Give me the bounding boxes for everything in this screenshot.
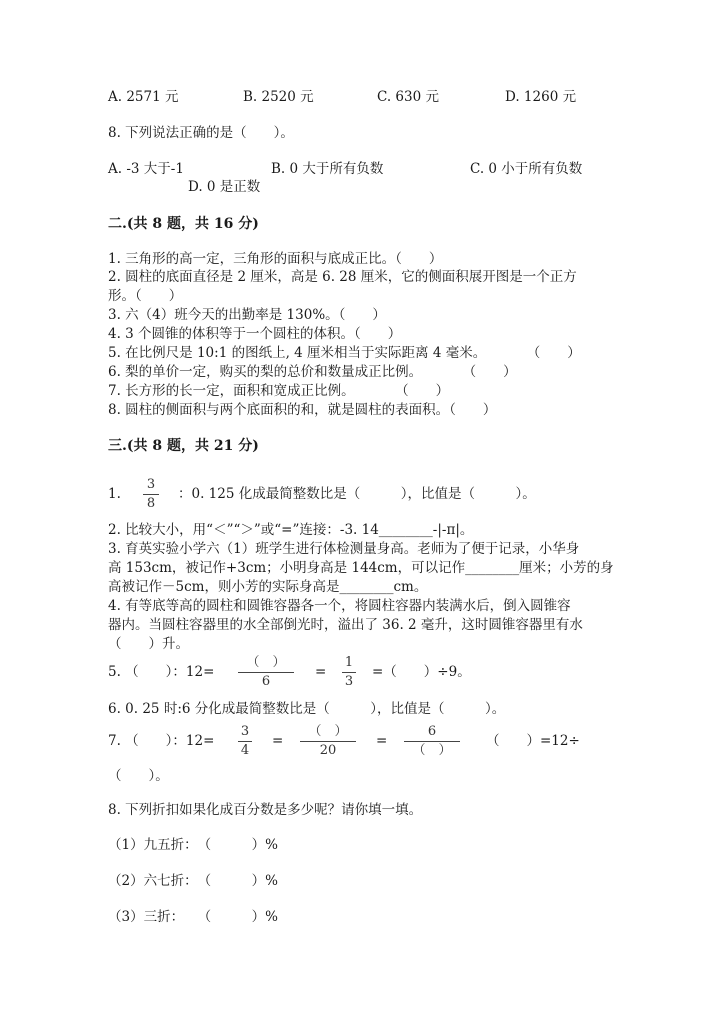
question-stem: 8. 下列说法正确的是（ ）。 [108, 125, 294, 141]
list-item: 3. 六（4）班今天的出勤率是 130%。（ ） [108, 307, 386, 323]
fraction-numerator: （ ） [308, 724, 348, 739]
question-text: 7. （ ）：12= [108, 733, 215, 749]
fraction-bar [300, 741, 356, 742]
question-text: 6. 0. 25 时:6 分化成最简整数比是（ ），比值是（ ）。 [108, 701, 506, 717]
list-item: （3）三折： （ ）% [108, 909, 278, 925]
option-d: D. 0 是正数 [188, 179, 261, 195]
question-number: 1. [108, 486, 121, 502]
list-item: （2）六七折： （ ）% [108, 873, 278, 889]
question-text: （ ）。 [108, 768, 169, 784]
equals-sign: = [376, 733, 388, 749]
list-item: 7. 长方形的长一定，面积和宽成正比例。 （ ） [108, 383, 450, 399]
fraction [404, 724, 460, 759]
question-text: （ ）升。 [108, 636, 189, 652]
section-heading: 三.(共 8 题，共 21 分) [108, 438, 259, 454]
fraction [342, 655, 356, 690]
list-item: 5. 在比例尺是 10:1 的图纸上, 4 厘米相当于实际距离 4 毫米。 （ ） [108, 345, 581, 361]
question-text: ：0. 125 化成最简整数比是（ ），比值是（ ）。 [178, 486, 536, 502]
question-text: （ ）=12÷ [486, 733, 580, 749]
fraction-numerator: 3 [240, 724, 250, 739]
question-text: 2. 比较大小，用“＜”“＞”或“=”连接：-3. 14________-|-π|。 [108, 522, 474, 538]
equals-sign: = [315, 664, 327, 680]
list-item: 2. 圆柱的底面直径是 2 厘米，高是 6. 28 厘米，它的侧面积展开图是一个正方 [108, 269, 577, 285]
fraction [300, 724, 356, 759]
question-text: 高 153cm，被记作+3cm；小明身高是 144cm，可以记作________厘米；小芳的身 [108, 560, 614, 576]
fraction [238, 655, 294, 690]
option-c: C. 630 元 [377, 89, 439, 105]
option-b: B. 2520 元 [243, 89, 314, 105]
fraction-denominator: 3 [344, 674, 354, 689]
list-item: 4. 3 个圆锥的体积等于一个圆柱的体积。（ ） [108, 326, 402, 342]
question-text: 3. 育英实验小学六（1）班学生进行体检测量身高。老师为了便于记录，小华身 [108, 541, 580, 557]
option-b: B. 0 大于所有负数 [271, 161, 384, 177]
list-item: 1. 三角形的高一定，三角形的面积与底成正比。（ ） [108, 251, 443, 267]
list-item: 8. 圆柱的侧面积与两个底面积的和，就是圆柱的表面积。（ ） [108, 402, 497, 418]
list-item: 形。（ ） [108, 288, 183, 304]
fraction-denominator: 20 [319, 743, 337, 758]
section-heading: 二.(共 8 题，共 16 分) [108, 216, 259, 232]
fraction [143, 477, 159, 512]
fraction-bar [143, 494, 159, 495]
fraction [238, 724, 252, 759]
fraction-bar [342, 672, 356, 673]
fraction-numerator: （ ） [246, 655, 286, 670]
equals-sign: = [272, 733, 284, 749]
question-text: 高被记作－5cm，则小芳的实际身高是________cm。 [108, 579, 428, 595]
option-c: C. 0 小于所有负数 [470, 161, 583, 177]
fraction-numerator: 6 [427, 724, 437, 739]
question-text: 5. （ ）：12= [108, 664, 215, 680]
option-a: A. 2571 元 [108, 89, 179, 105]
fraction-denominator: 8 [146, 496, 156, 511]
fraction-bar [238, 741, 252, 742]
question-stem: 8. 下列折扣如果化成百分数是多少呢？请你填一填。 [108, 802, 423, 818]
fraction-denominator: 6 [261, 674, 271, 689]
fraction-bar [404, 741, 460, 742]
question-text: =（ ）÷9。 [372, 664, 471, 680]
option-a: A. -3 大于-1 [108, 161, 184, 177]
fraction-numerator: 3 [146, 477, 156, 492]
option-d: D. 1260 元 [505, 89, 577, 105]
fraction-bar [238, 672, 294, 673]
fraction-denominator: 4 [240, 743, 250, 758]
fraction-numerator: 1 [344, 655, 354, 670]
question-text: 4. 有等底等高的圆柱和圆锥容器各一个，将圆柱容器内装满水后，倒入圆锥容 [108, 598, 571, 614]
list-item: 6. 梨的单价一定，购买的梨的总价和数量成正比例。 （ ） [108, 364, 517, 380]
list-item: （1）九五折： （ ）% [108, 837, 278, 853]
fraction-denominator: （ ） [412, 743, 452, 758]
question-text: 器内。当圆柱容器里的水全部倒光时，溢出了 36. 2 毫升，这时圆锥容器里有水 [108, 617, 583, 633]
